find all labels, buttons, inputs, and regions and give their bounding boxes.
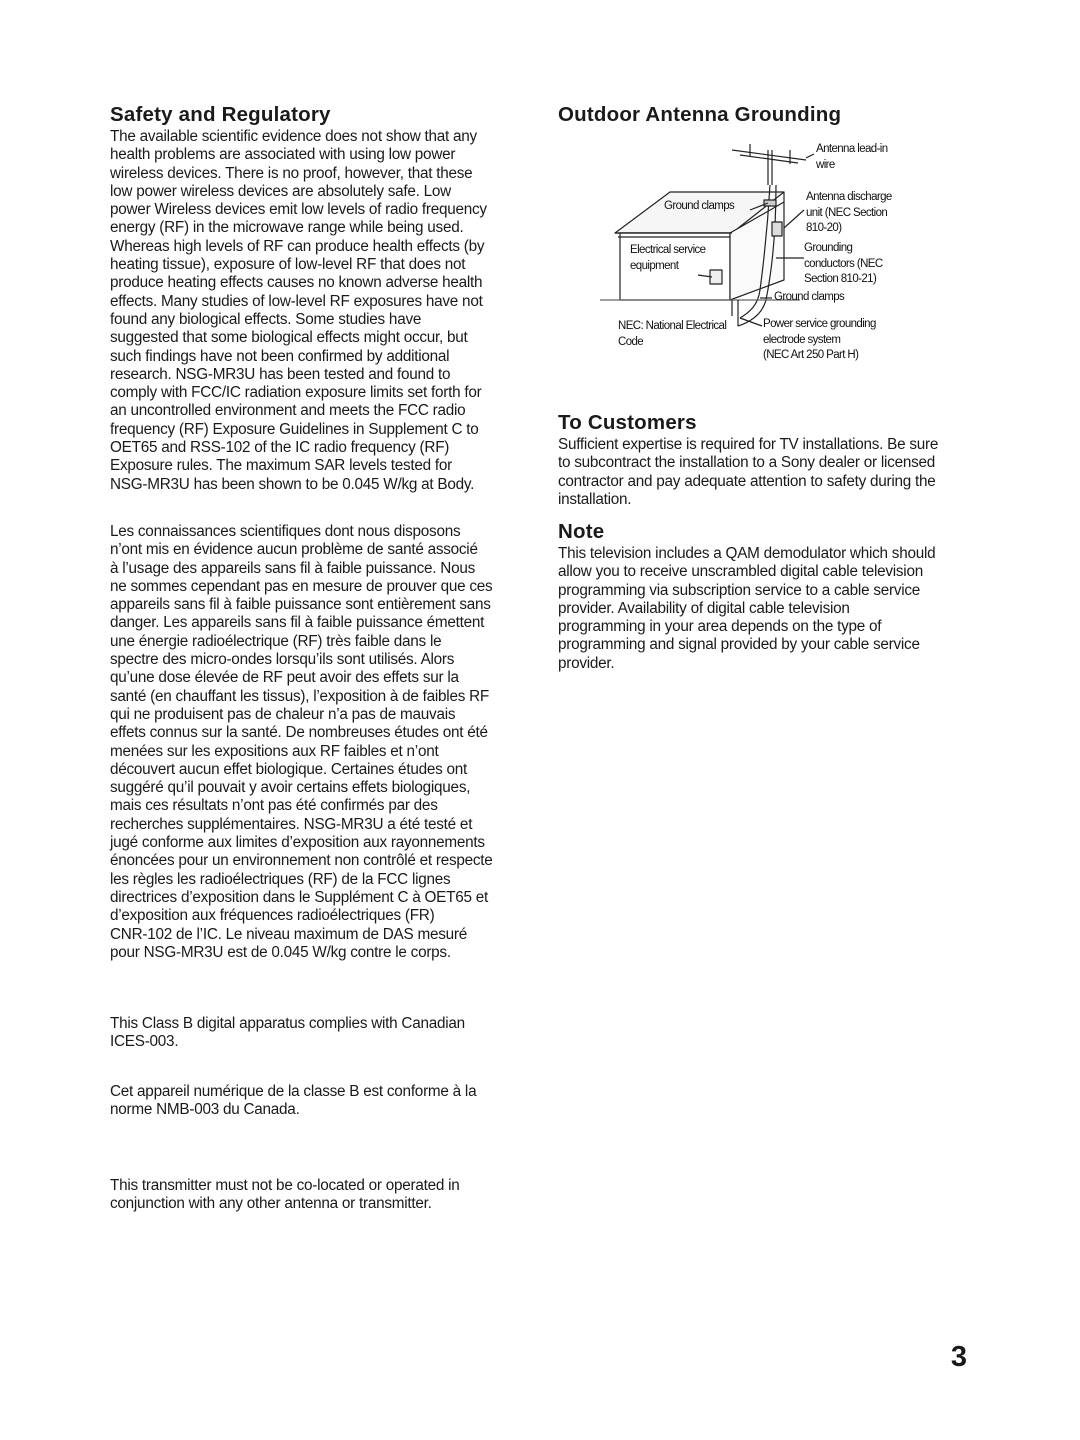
transmitter-text: This transmitter must not be co-located or operated in conjunction with any other antenna or transmitter. — [110, 1177, 460, 1213]
antenna-grounding-diagram — [600, 140, 930, 372]
label-antenna-discharge: Antenna discharge unit (NEC Section 810-20) — [806, 191, 892, 234]
note-text: This television includes a QAM demodulator which should allow you to receive unscrambled digital cable television programming via subscription service to a cable service provider. Availability of digital cable television programming in your area depends on the type of programming and signal provided by your cable service provider. — [558, 545, 936, 672]
ices-french-text: Cet appareil numérique de la classe B est conforme à la norme NMB-003 du Canada. — [110, 1083, 477, 1119]
antenna-section — [558, 102, 970, 128]
note-heading: Note — [558, 520, 605, 543]
customers-section — [558, 410, 978, 509]
customers-heading: To Customers — [558, 411, 697, 434]
safety-french-text: Les connaissances scientifiques dont nous disposons n’ont mis en évidence aucun problème de santé associé à l’usage des appareils sans fil à faible puissance. Nous ne sommes cependant pas en mesure de prouver que ces appareils sans fil à faible puissance sont entièrement sans danger. Les appareils sans fil à faible puissance émettent une énergie radioélectrique (RF) très faible dans le spectre des micro-ondes lorsqu’ils sont utilisés. Alors qu’une dose élevée de RF peut avoir des effets sur la santé (en chauffant les tissus), l’exposition à de faibles RF qui ne produisent pas de chaleur n’a pas de mauvais effets connus sur la santé. De nombreuses études ont été menées sur les expositions aux RF faibles et n’ont découvert aucun effet biologique. Certaines études ont suggéré qu’il pouvait y avoir certains effets biologiques, mais ces résultats n’ont pas été confirmés par des recherches supplémentaires. NSG-MR3U a été testé et jugé conforme aux limites d’exposition aux rayonnements énoncées pour un environnement non contrôlé et respecte les règles les radioélectriques (RF) de la FCC lignes directrices d’exposition dans le Supplément C à OET65 et d’exposition aux fréquences radioélectriques (FR) CNR-102 de l’IC. Le niveau maximum de DAS mesuré pour NSG-MR3U est de 0.045 W/kg contre le corps. — [110, 523, 493, 961]
label-nec: NEC: National Electrical Code — [618, 320, 727, 348]
transmitter-block — [110, 1177, 530, 1214]
ices-french-block — [110, 1083, 530, 1120]
label-electrical-service: Electrical service equipment — [630, 244, 706, 272]
safety-heading: Safety and Regulatory — [110, 103, 331, 126]
page-number: 3 — [950, 1341, 967, 1373]
label-antenna-lead-in: Antenna lead-in wire — [816, 143, 888, 171]
safety-section — [110, 102, 522, 494]
ices-english-text: This Class B digital apparatus complies with Canadian ICES-003. — [110, 1015, 465, 1051]
safety-english-text: The available scientific evidence does not show that any health problems are associated with using low power wireless devices. There is no proof, however, that these low power wireless devices are absolutely safe. Low power Wireless devices emit low levels of radio frequency energy (RF) in the microwave range while being used. Whereas high levels of RF can produce health effects (by heating tissue), exposure of low-level RF that does not produce heating effects causes no known adverse health effects. Many studies of low-level RF exposures have not found any biological effects. Some studies have suggested that some biological effects might occur, but such findings have not been confirmed by additional research. NSG-MR3U has been tested and found to comply with FCC/IC radiation exposure limits set forth for an uncontrolled environment and meets the FCC radio frequency (RF) Exposure Guidelines in Supplement C to OET65 and RSS-102 of the IC radio frequency (RF) Exposure rules. The maximum SAR levels tested for NSG-MR3U has been shown to be 0.045 W/kg at Body. — [110, 128, 487, 493]
note-section — [558, 519, 978, 673]
antenna-heading: Outdoor Antenna Grounding — [558, 103, 842, 126]
label-power-service: Power service grounding electrode system (NEC Art 250 Part H) — [763, 318, 876, 361]
label-ground-clamps-top: Ground clamps — [664, 200, 735, 212]
customers-text: Sufficient expertise is required for TV installations. Be sure to subcontract the installation to a Sony dealer or licensed contractor and pay adequate attention to safety during the installation. — [558, 436, 939, 508]
safety-french-block — [110, 523, 530, 962]
label-ground-clamps-bottom: Ground clamps — [774, 291, 845, 303]
label-grounding-conductors: Grounding conductors (NEC Section 810-21) — [804, 242, 883, 285]
ices-english-block — [110, 1015, 530, 1052]
